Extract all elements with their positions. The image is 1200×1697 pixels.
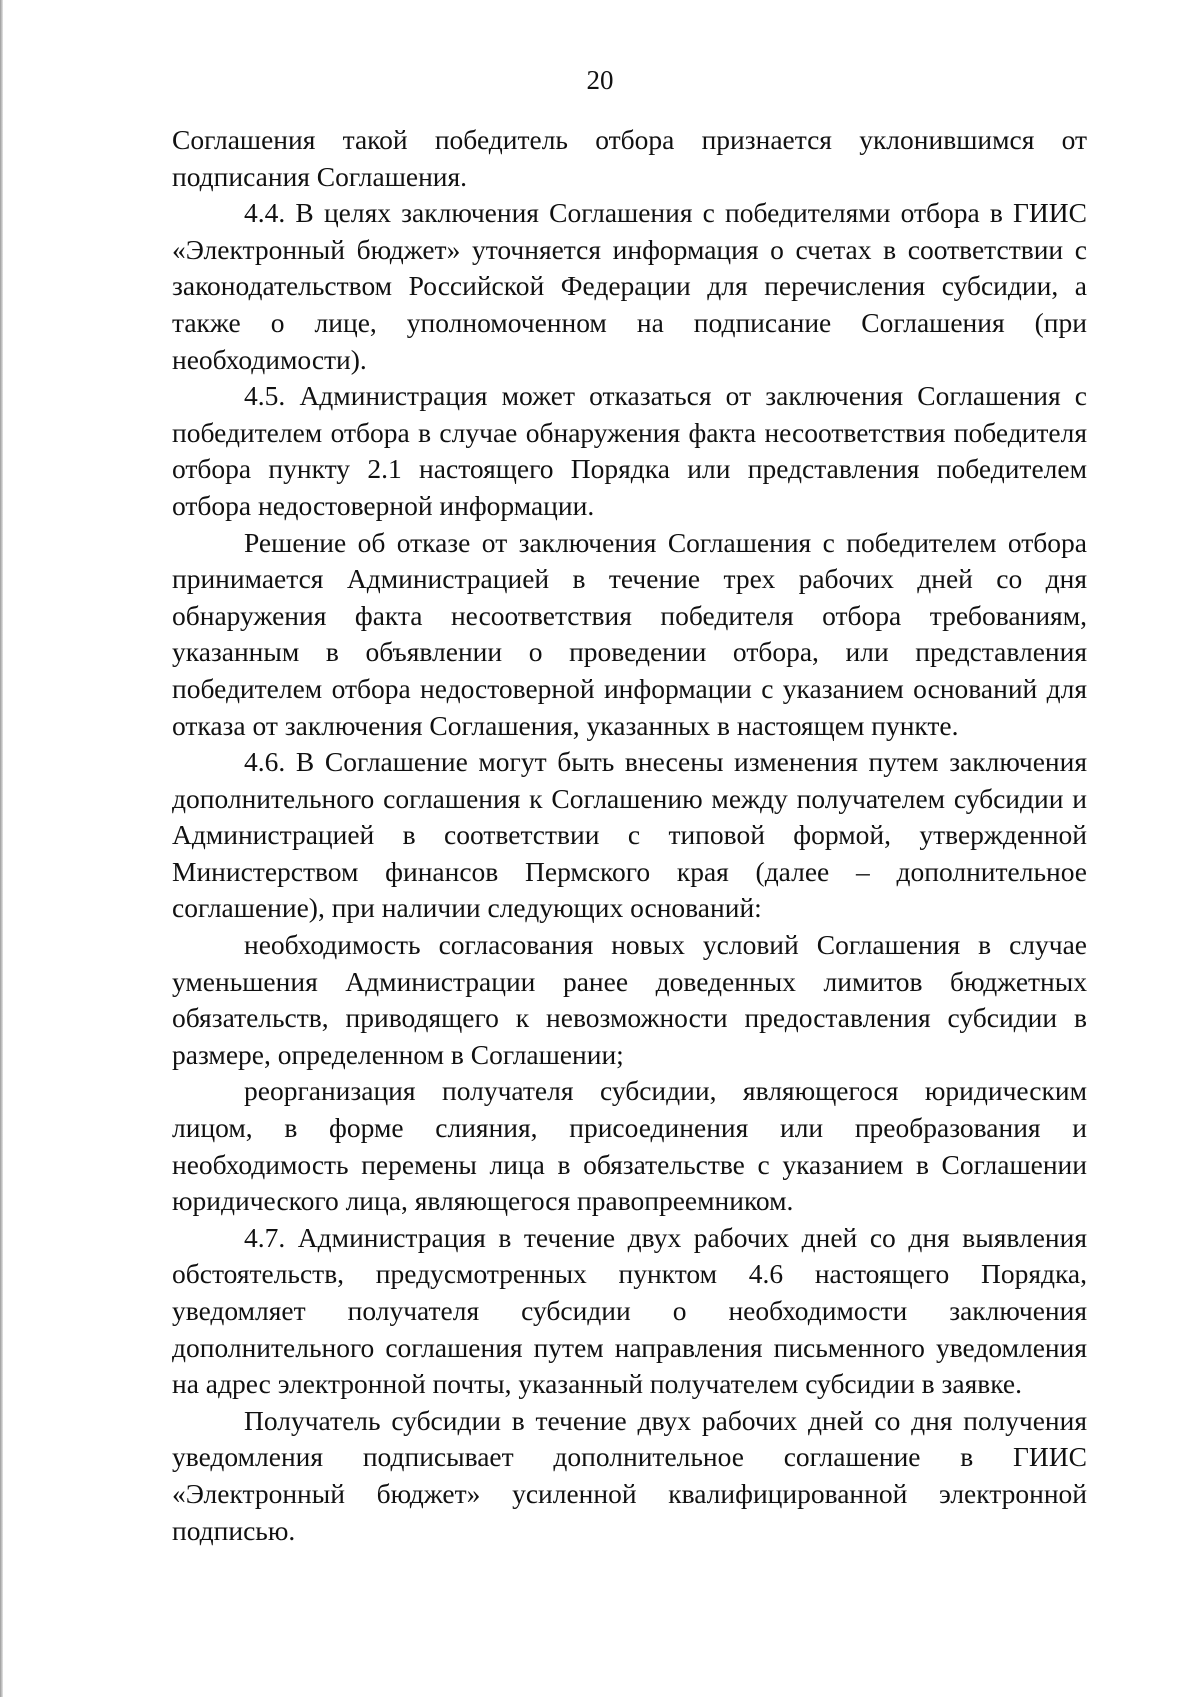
paragraph-signing: Получатель субсидии в течение двух рабочих дней со дня получения уведомления подписывает дополнительное соглашение в ГИИС «Электронный бюджет» усиленной квалифицированной электронной подписью. — [172, 1404, 1087, 1546]
scan-edge-shadow — [0, 0, 3, 1697]
paragraph-continuation: Соглашения такой победитель отбора признается уклонившимся от подписания Соглашения. — [172, 124, 1087, 192]
paragraph-4-4: 4.4. В целях заключения Соглашения с победителями отбора в ГИИС «Электронный бюджет» уточняется информация о счетах в соответствии с законодательством Российской Федерации для перечисления субсидии, а также о лице, уполномоченном на подписание Соглашения (при необходимости). — [172, 197, 1087, 375]
paragraph-basis-reorganization: реорганизация получателя субсидии, являющегося юридическим лицом, в форме слияния, присоединения или преобразования и необходимость перемены лица в обязательстве с указанием в Соглашении юридического лица, являющегося правопреемником. — [172, 1075, 1087, 1217]
page-number: 20 — [586, 65, 614, 95]
paragraph-4-7: 4.7. Администрация в течение двух рабочих дней со дня выявления обстоятельств, предусмотренных пунктом 4.6 настоящего Порядка, уведомляет получателя субсидии о необходимости заключения дополнительного соглашения путем направления письменного уведомления на адрес электронной почты, указанный получателем субсидии в заявке. — [172, 1221, 1087, 1400]
paragraph-refusal-decision: Решение об отказе от заключения Соглашения с победителем отбора принимается Администрацией в течение трех рабочих дней со дня обнаружения факта несоответствия победителя отбора требованиям, указанным в объявлении о проведении отбора, или представления победителем отбора недостоверной информации с указанием оснований для отказа от заключения Соглашения, указанных в настоящем пункте. — [172, 526, 1087, 741]
paragraph-4-5: 4.5. Администрация может отказаться от заключения Соглашения с победителем отбора в случае обнаружения факта несоответствия победителя отбора пункту 2.1 настоящего Порядка или представления победителем отбора недостоверной информации. — [172, 380, 1087, 521]
paragraph-4-6: 4.6. В Соглашение могут быть внесены изменения путем заключения дополнительного соглашения к Соглашению между получателем субсидии и Администрацией в соответствии с типовой формой, утвержденной Министерством финансов Пермского края (далее – дополнительное соглашение), при наличии следующих оснований: — [172, 746, 1087, 924]
paragraph-basis-limits: необходимость согласования новых условий Соглашения в случае уменьшения Администрации ранее доведенных лимитов бюджетных обязательств, приводящего к невозможности предоставления субсидии в размере, определенном в Соглашении; — [172, 929, 1087, 1070]
document-body — [172, 122, 1087, 1549]
